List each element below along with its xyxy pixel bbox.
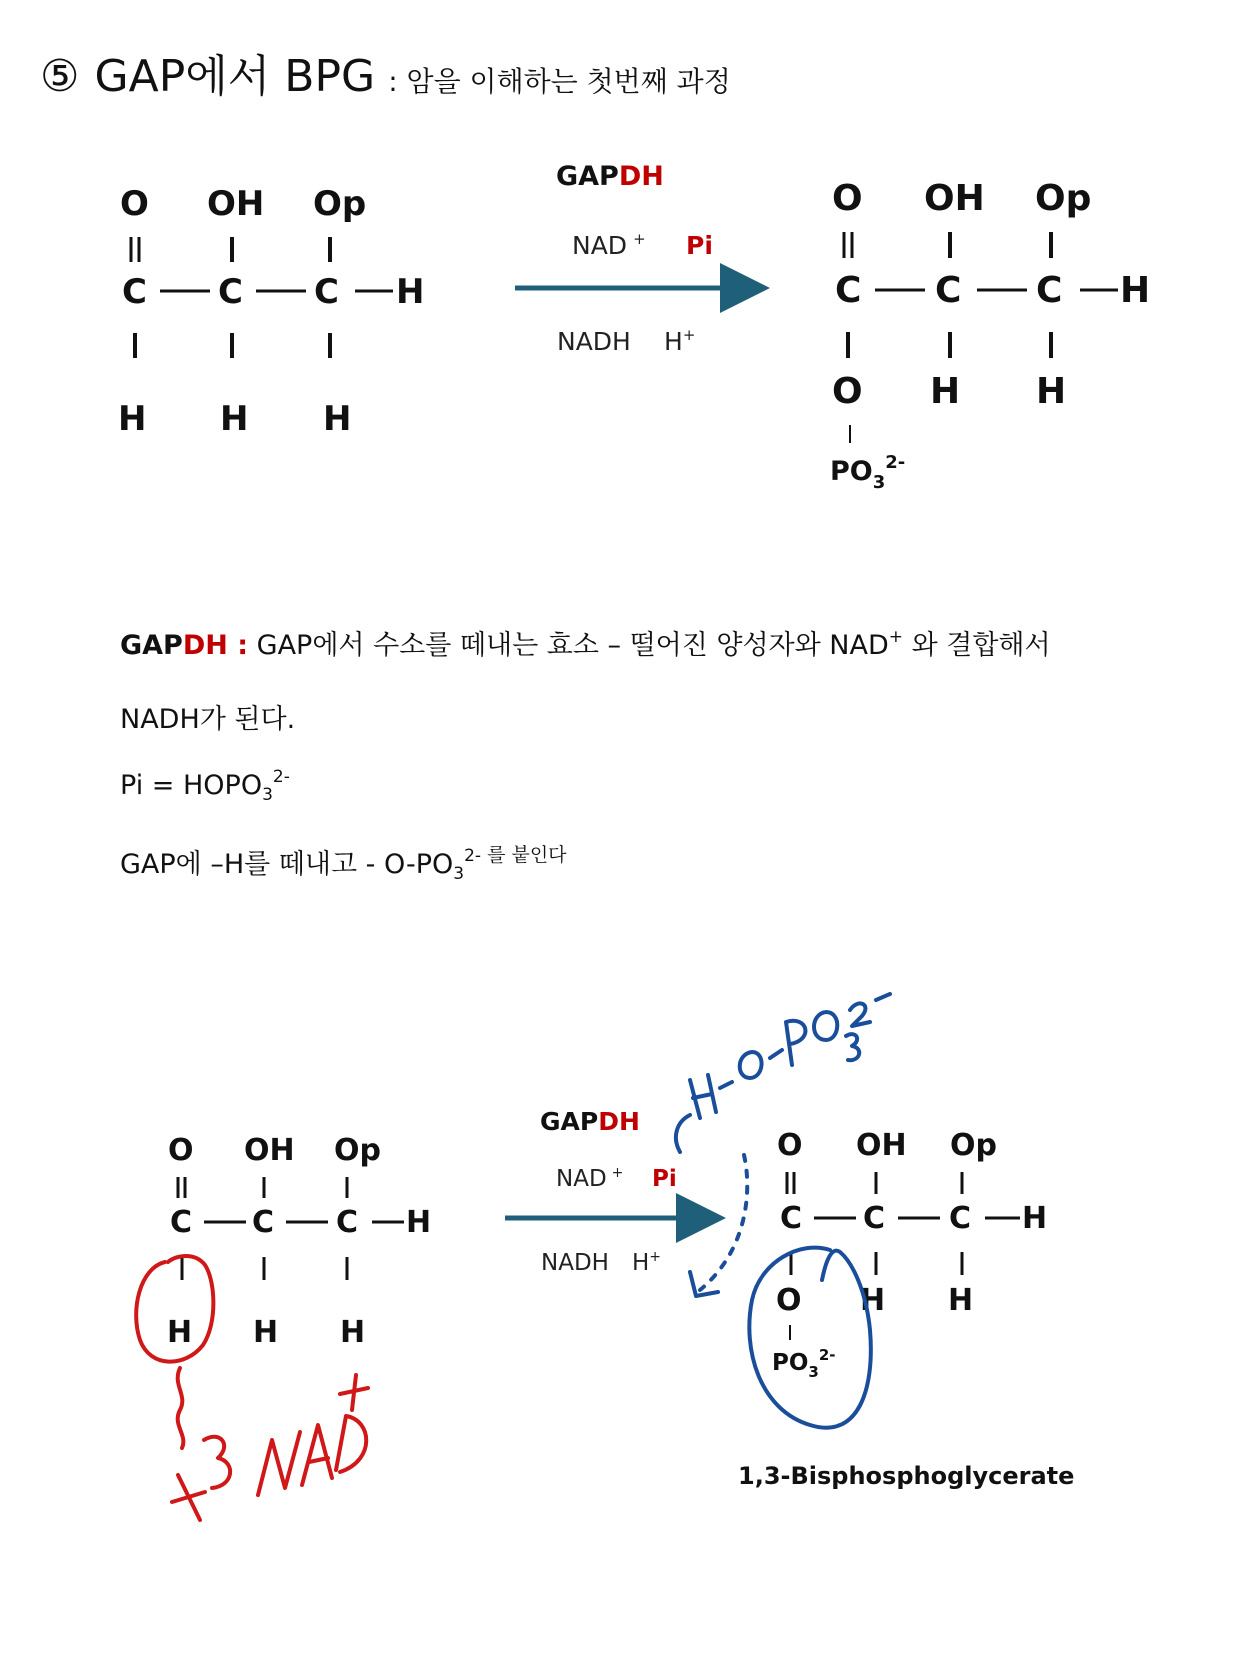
atom-c1: C <box>780 1201 803 1236</box>
enzyme-label: GAPDH <box>540 1107 640 1136</box>
cofactor-in: NAD + <box>572 230 646 260</box>
note-line-4-sub: 3 <box>453 864 465 884</box>
blue-circle-around-phosphate <box>749 1248 870 1428</box>
pi-formula: Pi = HOPO <box>120 770 263 801</box>
page-title: GAP에서 BPG <box>94 51 376 102</box>
atom-o: O <box>832 178 863 219</box>
blue-bracket <box>676 1115 690 1152</box>
atom-c3: C <box>1036 270 1063 311</box>
atom-o: O <box>777 1128 803 1163</box>
atom-h3: H <box>948 1283 974 1318</box>
blue-sub-three <box>846 1034 859 1060</box>
atom-oh: OH <box>924 178 985 219</box>
atom-h-end: H <box>1120 270 1151 311</box>
red-three <box>204 1437 230 1488</box>
atom-c3: C <box>314 272 339 312</box>
gap-structure-top <box>118 184 424 439</box>
blue-letter-h <box>690 1075 716 1118</box>
atom-c3: C <box>949 1201 972 1236</box>
atom-c3: C <box>336 1205 359 1240</box>
atom-h-end: H <box>406 1205 432 1240</box>
atom-h1: H <box>118 399 147 439</box>
atom-h2: H <box>860 1283 886 1318</box>
gap-structure-bottom <box>167 1133 431 1350</box>
atom-h3: H <box>323 399 352 439</box>
atom-h2: H <box>220 399 249 439</box>
atom-c1: C <box>122 272 147 312</box>
red-plus <box>172 1475 205 1520</box>
atom-op: Op <box>313 184 367 224</box>
product-caption: 1,3-Bisphosphoglycerate <box>738 1462 1075 1490</box>
pi-formula-sub: 3 <box>262 785 273 805</box>
cofactor-in: NAD + <box>556 1165 624 1192</box>
note-line-2: NADH가 된다. <box>120 704 296 735</box>
atom-h2: H <box>930 371 961 412</box>
cofactor-out: NADH <box>541 1250 609 1276</box>
atom-c1: C <box>170 1205 193 1240</box>
gapdh-label-prefix: GAP <box>120 630 183 661</box>
atom-h3: H <box>1036 371 1067 412</box>
atom-oh: OH <box>856 1128 907 1163</box>
note-line-4-text: GAP에 –H를 떼내고 - O-PO <box>120 849 454 880</box>
blue-dash <box>720 1082 732 1088</box>
atom-c2: C <box>935 270 962 311</box>
proton-label: H+ <box>664 326 696 356</box>
blue-dash <box>770 1050 782 1058</box>
pi-formula-sup: 2- <box>272 767 290 787</box>
pi-label: Pi <box>652 1166 677 1192</box>
bpg-structure-bottom <box>772 1128 1047 1381</box>
blue-sup-two <box>850 1003 870 1026</box>
reaction-top <box>515 161 760 356</box>
note-line-1-end: 와 결합해서 <box>903 630 1051 661</box>
blue-dashed-arrow <box>700 1155 747 1290</box>
blue-letter-o <box>814 1012 837 1040</box>
gapdh-label-suffix: DH : <box>182 630 249 661</box>
atom-oh: OH <box>207 184 265 224</box>
atom-c2: C <box>218 272 243 312</box>
atom-h3: H <box>340 1315 366 1350</box>
atom-h-end: H <box>1022 1201 1048 1236</box>
atom-h-end: H <box>396 272 425 312</box>
pi-label: Pi <box>686 231 713 260</box>
note-line-3 <box>120 767 290 805</box>
phosphate-group: $PO_3^{2-}$ <box>830 452 906 493</box>
note-line-4-end: 를 붙인다 <box>481 844 567 866</box>
red-handwriting <box>136 1256 368 1520</box>
atom-c2: C <box>252 1205 275 1240</box>
atom-h2: H <box>253 1315 279 1350</box>
blue-letter-o <box>740 1052 762 1078</box>
cofactor-out: NADH <box>557 327 631 356</box>
note-line-1-sup: + <box>888 627 904 647</box>
blue-letter-p <box>786 1021 805 1065</box>
red-letter-d <box>336 1416 366 1472</box>
red-letter-n <box>258 1432 300 1495</box>
atom-o-ester: O <box>776 1283 802 1318</box>
atom-op: Op <box>334 1133 381 1168</box>
blue-sup-minus <box>876 994 890 1000</box>
atom-h1: H <box>167 1315 193 1350</box>
atom-o-ester: O <box>832 371 863 412</box>
atom-o: O <box>168 1133 194 1168</box>
note-line-4-sup: 2- <box>464 846 482 866</box>
phosphate-group: $PO_3^{2-}$ <box>772 1346 836 1381</box>
proton-label: H+ <box>632 1249 662 1276</box>
note-line-1-text: GAP에서 수소를 떼내는 효소 – 떨어진 양성자와 NAD <box>248 630 889 661</box>
atom-c2: C <box>863 1201 886 1236</box>
red-letter-a <box>302 1425 332 1485</box>
atom-c1: C <box>835 270 862 311</box>
atom-op: Op <box>950 1128 997 1163</box>
bpg-structure-top <box>830 178 1150 493</box>
enzyme-label: GAPDH <box>556 161 664 192</box>
atom-op: Op <box>1035 178 1092 219</box>
atom-o: O <box>120 184 149 224</box>
atom-oh: OH <box>244 1133 295 1168</box>
step-marker: ⑤ <box>40 51 80 102</box>
page-subtitle: : 암을 이해하는 첫번째 과정 <box>388 65 731 98</box>
red-letter-plus <box>340 1375 368 1410</box>
reaction-bottom <box>505 1107 716 1276</box>
note-line-4 <box>120 842 567 884</box>
note-line-1 <box>120 623 1051 662</box>
red-connector <box>178 1368 184 1448</box>
